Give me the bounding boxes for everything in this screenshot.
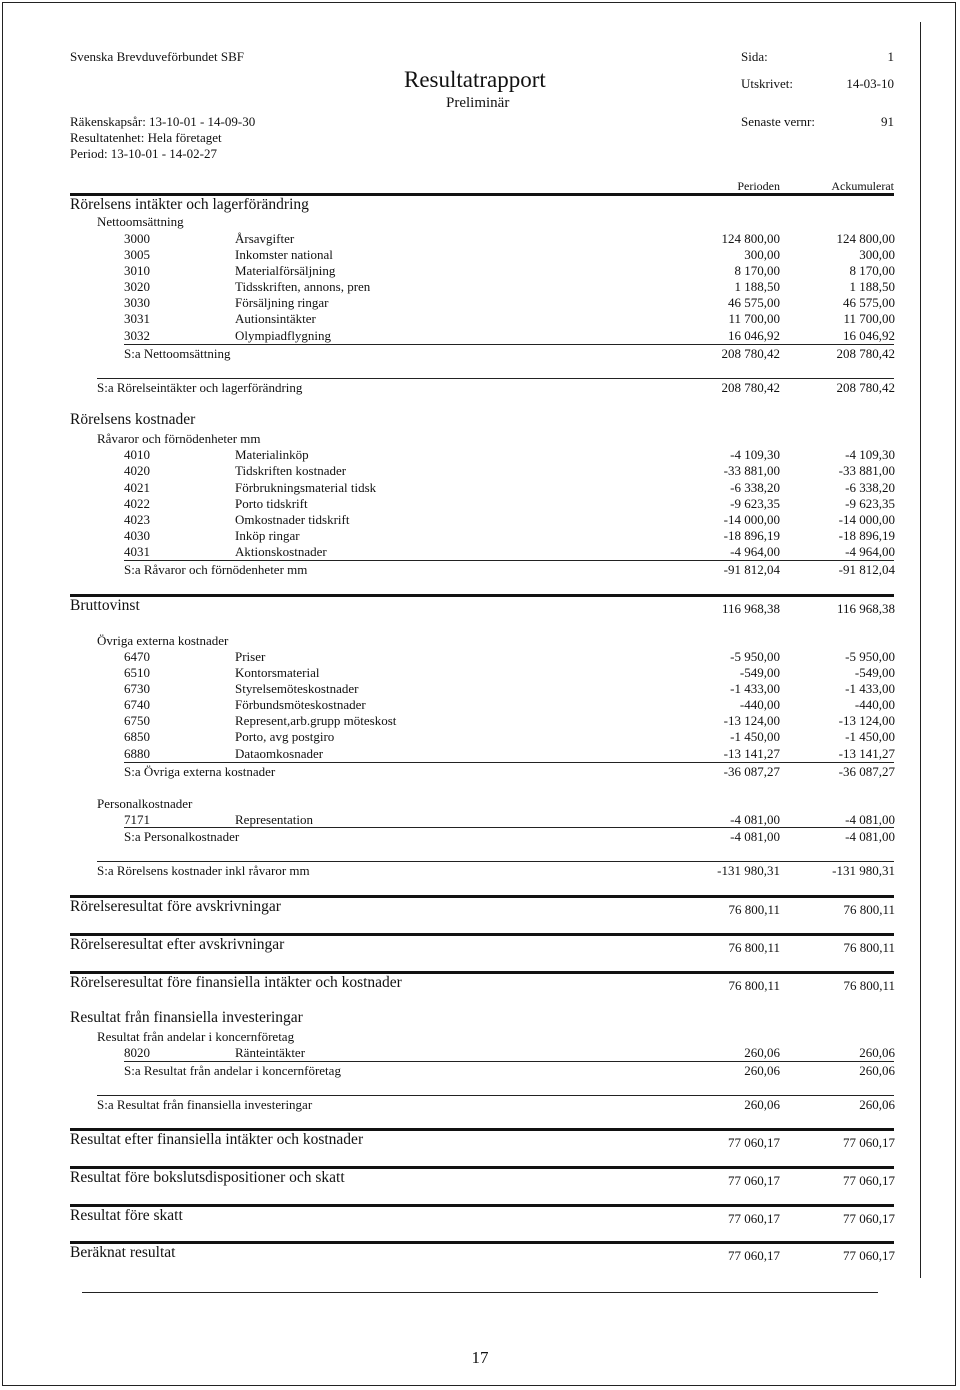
- report-period: Period: 13-10-01 - 14-02-27: [70, 146, 217, 161]
- total-label: S:a Resultat från finansiella investeringar: [97, 1097, 313, 1112]
- period-amount: -9 623,35: [730, 496, 780, 511]
- group-heading: Personalkostnader: [97, 796, 193, 811]
- accumulated-amount: 208 780,42: [836, 380, 895, 395]
- account-name: Förbundsmöteskostnader: [235, 697, 366, 712]
- account-name: Representation: [235, 812, 313, 827]
- result-rule: [70, 1204, 894, 1207]
- total-rule: [97, 861, 894, 862]
- accumulated-amount: -4 964,00: [845, 544, 895, 559]
- account-name: Tidsskriften, annons, pren: [235, 279, 371, 294]
- period-amount: -13 124,00: [723, 713, 780, 728]
- period-amount: -1 450,00: [730, 729, 780, 744]
- total-label: S:a Rörelseintäkter och lagerförändring: [97, 380, 303, 395]
- period-amount: 46 575,00: [728, 295, 780, 310]
- period-amount: 77 060,17: [728, 1135, 780, 1150]
- section-heading: Resultat från finansiella investeringar: [70, 1009, 303, 1026]
- period-amount: -13 141,27: [723, 746, 780, 761]
- account-code: 6470: [124, 649, 150, 664]
- account-code: 3032: [124, 328, 150, 343]
- organization-name: Svenska Brevduveförbundet SBF: [70, 49, 245, 64]
- subtotal-label: S:a Nettoomsättning: [124, 346, 231, 361]
- page-label: Sida:: [741, 49, 768, 64]
- page-value: 1: [887, 49, 894, 64]
- period-amount: 208 780,42: [721, 380, 780, 395]
- account-name: Dataomkosnader: [235, 746, 324, 761]
- accumulated-amount: -549,00: [854, 665, 895, 680]
- period-amount: 1 188,50: [734, 279, 780, 294]
- accumulated-amount: 76 800,11: [843, 940, 895, 955]
- account-code: 3000: [124, 231, 150, 246]
- accumulated-amount: 76 800,11: [843, 902, 895, 917]
- margin-line: [920, 22, 921, 1278]
- subtotal-label: S:a Övriga externa kostnader: [124, 764, 276, 779]
- accumulated-amount: -1 433,00: [845, 681, 895, 696]
- period-amount: 260,06: [744, 1045, 780, 1060]
- accumulated-amount: 260,06: [859, 1097, 895, 1112]
- account-name: Porto, avg postgiro: [235, 729, 335, 744]
- account-code: 6510: [124, 665, 150, 680]
- period-amount: -91 812,04: [723, 562, 780, 577]
- account-code: 4030: [124, 528, 150, 543]
- subtotal-label: S:a Råvaror och förnödenheter mm: [124, 562, 308, 577]
- account-name: Aktionskostnader: [235, 544, 327, 559]
- account-code: 6750: [124, 713, 150, 728]
- total-label: S:a Rörelsens kostnader inkl råvaror mm: [97, 863, 310, 878]
- period-amount: 8 170,00: [734, 263, 780, 278]
- accumulated-amount: 208 780,42: [836, 346, 895, 361]
- period-amount: -14 000,00: [723, 512, 780, 527]
- account-code: 4023: [124, 512, 150, 527]
- period-amount: 77 060,17: [728, 1248, 780, 1263]
- account-code: 6850: [124, 729, 150, 744]
- accumulated-amount: 116 968,38: [836, 601, 895, 616]
- period-amount: 208 780,42: [721, 346, 780, 361]
- accumulated-amount: -9 623,35: [845, 496, 895, 511]
- account-code: 4020: [124, 463, 150, 478]
- accumulated-amount: 124 800,00: [836, 231, 895, 246]
- section-heading: Rörelsens intäkter och lagerförändring: [70, 196, 309, 213]
- account-name: Represent,arb.grupp möteskost: [235, 713, 397, 728]
- accumulated-amount: 8 170,00: [849, 263, 895, 278]
- accumulated-amount: 77 060,17: [843, 1211, 895, 1226]
- period-amount: -440,00: [739, 697, 780, 712]
- period-amount: 16 046,92: [728, 328, 780, 343]
- printed-date: 14-03-10: [846, 76, 894, 91]
- account-name: Årsavgifter: [235, 231, 295, 246]
- accumulated-amount: -4 109,30: [845, 447, 895, 462]
- period-amount: -4 081,00: [730, 812, 780, 827]
- group-heading: Nettoomsättning: [97, 214, 184, 229]
- fiscal-year: Räkenskapsår: 13-10-01 - 14-09-30: [70, 114, 256, 129]
- account-code: 6730: [124, 681, 150, 696]
- group-heading: Övriga externa kostnader: [97, 633, 229, 648]
- column-header-accumulated: Ackumulerat: [831, 179, 894, 193]
- subtotal-rule: [124, 1061, 894, 1062]
- accumulated-amount: -14 000,00: [838, 512, 895, 527]
- account-code: 3010: [124, 263, 150, 278]
- period-amount: 116 968,38: [721, 601, 780, 616]
- period-amount: 11 700,00: [728, 311, 780, 326]
- subtotal-rule: [124, 344, 894, 345]
- accumulated-amount: -6 338,20: [845, 480, 895, 495]
- account-code: 4031: [124, 544, 150, 559]
- account-name: Olympiadflygning: [235, 328, 332, 343]
- account-name: Autionsintäkter: [235, 311, 316, 326]
- accumulated-amount: 77 060,17: [843, 1248, 895, 1263]
- group-heading: Resultat från andelar i koncernföretag: [97, 1029, 295, 1044]
- account-name: Förbrukningsmaterial tidsk: [235, 480, 377, 495]
- printed-label: Utskrivet:: [741, 76, 793, 91]
- result-rule: [70, 1241, 894, 1244]
- accumulated-amount: -5 950,00: [845, 649, 895, 664]
- result-label: Resultat före skatt: [70, 1207, 183, 1224]
- subtotal-rule: [124, 560, 894, 561]
- account-name: Försäljning ringar: [235, 295, 329, 310]
- period-amount: 77 060,17: [728, 1173, 780, 1188]
- accumulated-amount: 46 575,00: [843, 295, 895, 310]
- account-code: 3030: [124, 295, 150, 310]
- period-amount: 124 800,00: [721, 231, 780, 246]
- period-amount: -4 109,30: [730, 447, 780, 462]
- period-amount: -18 896,19: [723, 528, 780, 543]
- result-label: Resultat före bokslutsdispositioner och skatt: [70, 1169, 345, 1186]
- subtotal-rule: [124, 827, 894, 828]
- report-subtitle: Preliminär: [446, 95, 510, 111]
- subtotal-rule: [124, 762, 894, 763]
- period-amount: -5 950,00: [730, 649, 780, 664]
- accumulated-amount: 16 046,92: [843, 328, 895, 343]
- accumulated-amount: 76 800,11: [843, 978, 895, 993]
- period-amount: -33 881,00: [723, 463, 780, 478]
- account-code: 3031: [124, 311, 150, 326]
- result-label: Rörelseresultat efter avskrivningar: [70, 936, 285, 953]
- accumulated-amount: -18 896,19: [838, 528, 895, 543]
- total-rule: [97, 1095, 894, 1096]
- account-name: Omkostnader tidskrift: [235, 512, 350, 527]
- period-amount: 77 060,17: [728, 1211, 780, 1226]
- account-name: Materialinköp: [235, 447, 309, 462]
- version-label: Senaste vernr:: [741, 114, 816, 129]
- result-label: Rörelseresultat före finansiella intäkter och kostnader: [70, 974, 402, 991]
- account-name: Inköp ringar: [235, 528, 300, 543]
- accumulated-amount: 77 060,17: [843, 1173, 895, 1188]
- accumulated-amount: -131 980,31: [832, 863, 895, 878]
- group-heading: Råvaror och förnödenheter mm: [97, 431, 261, 446]
- accumulated-amount: -36 087,27: [838, 764, 895, 779]
- period-amount: 76 800,11: [728, 940, 780, 955]
- account-code: 7171: [124, 812, 150, 827]
- account-code: 3020: [124, 279, 150, 294]
- account-code: 8020: [124, 1045, 150, 1060]
- accumulated-amount: 1 188,50: [849, 279, 895, 294]
- period-amount: 260,06: [744, 1097, 780, 1112]
- accumulated-amount: -4 081,00: [845, 829, 895, 844]
- accumulated-amount: -13 124,00: [838, 713, 895, 728]
- period-amount: -4 964,00: [730, 544, 780, 559]
- result-label: Resultat efter finansiella intäkter och kostnader: [70, 1131, 364, 1148]
- period-amount: 260,06: [744, 1063, 780, 1078]
- accumulated-amount: -13 141,27: [838, 746, 895, 761]
- accumulated-amount: 11 700,00: [843, 311, 895, 326]
- result-label: Beräknat resultat: [70, 1244, 176, 1261]
- subtotal-label: S:a Personalkostnader: [124, 829, 240, 844]
- account-name: Materialförsäljning: [235, 263, 336, 278]
- account-name: Kontorsmaterial: [235, 665, 320, 680]
- account-code: 6740: [124, 697, 150, 712]
- accumulated-amount: -91 812,04: [838, 562, 895, 577]
- account-code: 4010: [124, 447, 150, 462]
- period-amount: -1 433,00: [730, 681, 780, 696]
- period-amount: -36 087,27: [723, 764, 780, 779]
- period-amount: -4 081,00: [730, 829, 780, 844]
- period-amount: 76 800,11: [728, 902, 780, 917]
- accumulated-amount: -440,00: [854, 697, 895, 712]
- footer-rule: [82, 1292, 878, 1293]
- column-header-period: Perioden: [737, 179, 780, 193]
- account-name: Styrelsemöteskostnader: [235, 681, 359, 696]
- accumulated-amount: 260,06: [859, 1063, 895, 1078]
- result-label: Rörelseresultat före avskrivningar: [70, 898, 281, 915]
- period-amount: 76 800,11: [728, 978, 780, 993]
- result-label: Bruttovinst: [70, 597, 140, 614]
- subtotal-label: S:a Resultat från andelar i koncernföretag: [124, 1063, 341, 1078]
- account-code: 4022: [124, 496, 150, 511]
- accumulated-amount: -33 881,00: [838, 463, 895, 478]
- accumulated-amount: -4 081,00: [845, 812, 895, 827]
- account-name: Priser: [235, 649, 266, 664]
- accumulated-amount: 77 060,17: [843, 1135, 895, 1150]
- period-amount: -131 980,31: [717, 863, 780, 878]
- accumulated-amount: 260,06: [859, 1045, 895, 1060]
- account-code: 6880: [124, 746, 150, 761]
- result-unit: Resultatenhet: Hela företaget: [70, 130, 222, 145]
- account-name: Ränteintäkter: [235, 1045, 306, 1060]
- result-rule: [70, 594, 894, 597]
- total-rule: [97, 378, 894, 379]
- page-number: 17: [471, 1348, 489, 1367]
- account-code: 4021: [124, 480, 150, 495]
- period-amount: 300,00: [744, 247, 780, 262]
- accumulated-amount: 300,00: [859, 247, 895, 262]
- account-name: Tidskriften kostnader: [235, 463, 347, 478]
- account-name: Inkomster national: [235, 247, 333, 262]
- account-code: 3005: [124, 247, 150, 262]
- version-value: 91: [881, 114, 894, 129]
- accumulated-amount: -1 450,00: [845, 729, 895, 744]
- period-amount: -6 338,20: [730, 480, 780, 495]
- account-name: Porto tidskrift: [235, 496, 308, 511]
- section-heading: Rörelsens kostnader: [70, 411, 196, 428]
- period-amount: -549,00: [739, 665, 780, 680]
- report-title: Resultatrapport: [404, 67, 546, 92]
